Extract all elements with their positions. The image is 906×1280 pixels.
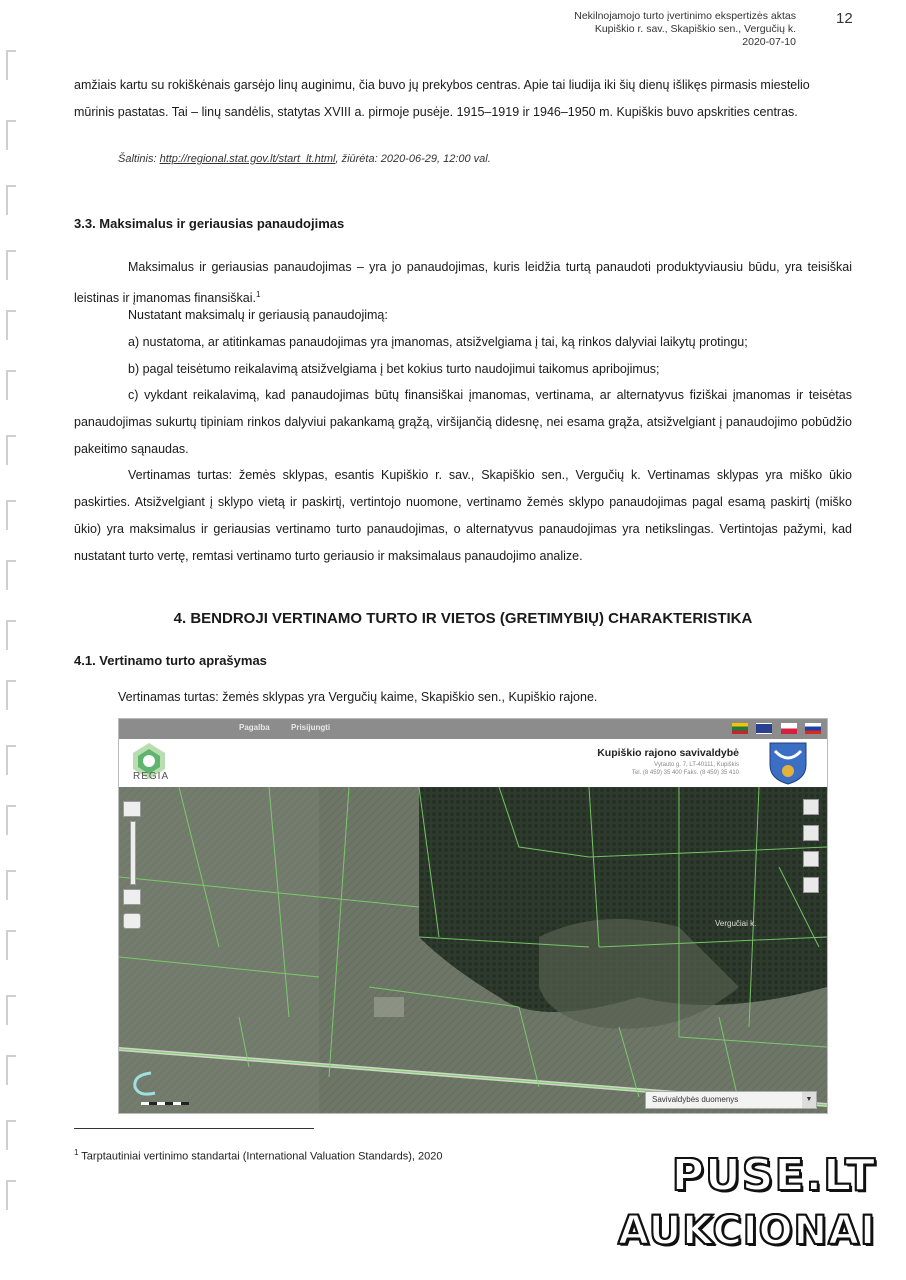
print-icon[interactable] xyxy=(803,851,819,867)
source-accessed: , žiūrėta: 2020-06-29, 12:00 val. xyxy=(335,153,491,165)
tab-login[interactable]: Prisijungti xyxy=(291,723,331,732)
data-layer-value: Savivaldybės duomenys xyxy=(652,1095,739,1104)
header-title: Nekilnojamojo turto įvertinimo ekspertizės aktas xyxy=(574,10,796,22)
regia-map-screenshot xyxy=(118,718,828,1114)
section-3-3-title: 3.3. Maksimalus ir geriausias panaudojimas xyxy=(74,216,345,231)
regia-brand: REGIA xyxy=(133,771,170,782)
aerial-map-view[interactable] xyxy=(119,787,827,1113)
chevron-down-icon: ▼ xyxy=(802,1092,816,1108)
footnote-text: Tarptautiniai vertinimo standartai (International Valuation Standards), 2020 xyxy=(78,1150,443,1163)
data-layer-select[interactable] xyxy=(645,1091,817,1109)
zoom-in-button[interactable] xyxy=(123,801,141,817)
binder-holes xyxy=(6,0,20,1280)
criteria-intro: Nustatant maksimalų ir geriausią panaudojimą: xyxy=(128,308,388,322)
source-note xyxy=(118,153,491,165)
property-description: Vertinamas turtas: žemės sklypas yra Vergučių kaime, Skapiškio sen., Kupiškio rajone. xyxy=(118,690,598,704)
zoom-control xyxy=(121,801,143,929)
section-4-title: 4. BENDROJI VERTINAMO TURTO IR VIETOS (GRETIMYBIŲ) CHARAKTERISTIKA xyxy=(173,610,753,627)
page-number: 12 xyxy=(836,10,853,27)
map-tools xyxy=(803,799,821,903)
criterion-b: b) pagal teisėtumo reikalavimą atsižvelgiama į bet kokius turto naudojimui taikomus apribojimus; xyxy=(128,362,660,376)
section-4-1-title: 4.1. Vertinamo turto aprašymas xyxy=(74,653,267,668)
section-3-3-paragraph-1 xyxy=(74,254,852,312)
aerial-imagery xyxy=(119,787,827,1113)
intro-line-2: mūrinis pastatas. Tai – linų sandėlis, statytas XVIII a. pirmoje pusėje. 1915–1919 ir 1946–1950 m. Kupiškis buvo apskrities centras. xyxy=(74,105,798,119)
footnote-ref: 1 xyxy=(256,290,261,299)
zoom-slider[interactable] xyxy=(130,821,136,885)
zoom-out-button[interactable] xyxy=(123,889,141,905)
page-header xyxy=(574,10,796,49)
municipality-address: Vytauto g. 7, LT-40111, Kupiškis xyxy=(654,762,739,768)
municipality-name: Kupiškio rajono savivaldybė xyxy=(597,747,739,759)
flag-en-icon[interactable] xyxy=(756,723,772,734)
flag-lt-icon[interactable] xyxy=(732,723,748,734)
criterion-a: a) nustatoma, ar atitinkamas panaudojimas yra įmanomas, atsižvelgiama į tai, ką rinkos dalyviai laikytų protingu; xyxy=(128,335,748,349)
criterion-c: c) vykdant reikalavimą, kad panaudojimas būtų finansiškai įmanomas, vertinama, ar alternatyvus fiziškai įmanomas ir teisėtas panaudojimas sukurtų tipiniam rinkos dalyviui pakankamą grąžą, viršijančią didesnę, nei esama grąža, atsižvelgiant į panaudojimo pobūdžio pakeitimo sąnaudas. xyxy=(74,388,852,456)
municipality-contacts xyxy=(479,761,739,777)
best-use-definition: Maksimalus ir geriausias panaudojimas – yra jo panaudojimas, kuris leidžia turtą panaudoti produktyviausiu būdu, yra teisiškai leistinas ir įmanomas finansiškai. xyxy=(74,260,852,306)
intro-line-1: amžiais kartu su rokiškėnais garsėjo linų auginimu, čia buvo jų prekybos centras. Apie tai liudija iki šių dienų išlikęs pirmasis miestelio xyxy=(74,78,810,92)
flag-ru-icon[interactable] xyxy=(805,723,821,734)
layers-icon[interactable] xyxy=(803,877,819,893)
header-date: 2020-07-10 xyxy=(742,36,796,48)
header-location: Kupiškio r. sav., Skapiškio sen., Vergučių k. xyxy=(594,23,796,35)
scale-bar xyxy=(141,1102,189,1105)
section-3-3-conclusion: Vertinamas turtas: žemės sklypas, esantis Kupiškio r. sav., Skapiškio sen., Vergučių k. Vertinamas sklypas yra miško ūkio paskirties. Atsižvelgiant į sklypo vietą ir paskirtį, vertintojo nuomone, vertinamo žemės sklypo panaudojimas pagal esamą paskirtį (miško ūkio) yra maksimalus ir geriausias vertinamo turto panaudojimas, o alternatyvus panaudojimas yra netikslingas. Vertintojas pažymi, kad nustatant turto vertę, remtasi vertinamo turto geriausio ir maksimalaus panaudojimo analize. xyxy=(74,468,852,563)
map-top-bar xyxy=(119,719,827,739)
map-header xyxy=(119,739,827,787)
watermark-line-1: PUSE.LT xyxy=(671,1150,876,1201)
visibility-eye-icon[interactable] xyxy=(123,913,141,929)
village-label: Vergučiai k. xyxy=(715,919,757,928)
watermark-line-2: AUKCIONAI xyxy=(618,1208,876,1254)
source-label: Šaltinis: xyxy=(118,153,160,165)
intro-paragraph xyxy=(74,72,852,126)
flag-pl-icon[interactable] xyxy=(781,723,797,734)
municipality-phone: Tel. (8 459) 35 400 Faks. (8 459) 35 410 xyxy=(631,770,739,776)
source-link[interactable]: http://regional.stat.gov.lt/start_lt.html xyxy=(159,153,336,165)
footnote-number: 1 xyxy=(74,1148,79,1157)
coat-of-arms-icon xyxy=(767,741,809,785)
tab-help[interactable]: Pagalba xyxy=(239,723,270,732)
fullscreen-icon[interactable] xyxy=(803,799,819,815)
regia-compass-icon xyxy=(127,1069,161,1099)
footnote-divider xyxy=(74,1128,314,1129)
footnote xyxy=(74,1148,442,1163)
measure-icon[interactable] xyxy=(803,825,819,841)
